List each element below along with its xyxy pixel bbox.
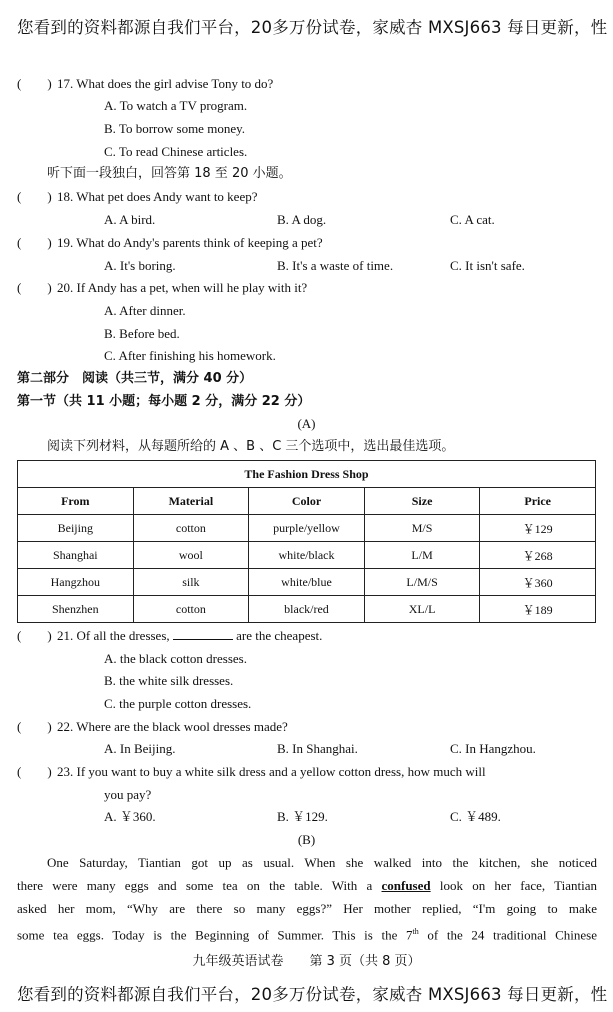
answer-parenthesis: ( ) xyxy=(17,764,52,779)
table-cell: white/blue xyxy=(249,569,365,596)
table-row xyxy=(18,596,596,623)
question-text: What does the girl advise Tony to do? xyxy=(76,76,274,91)
table-cell: cotton xyxy=(133,515,249,542)
question-text: Where are the black wool dresses made? xyxy=(76,719,288,734)
table-caption: The Fashion Dress Shop xyxy=(18,461,596,488)
table-cell: cotton xyxy=(133,596,249,623)
option-a: A. ￥360. xyxy=(104,809,156,824)
question-19 xyxy=(57,235,323,251)
option-a: A. It's boring. xyxy=(104,258,176,273)
option-b: B. the white silk dresses. xyxy=(104,673,234,688)
answer-blank xyxy=(173,628,233,640)
option-b: B. To borrow some money. xyxy=(104,121,245,136)
question-number: 20. xyxy=(57,280,74,295)
table-cell: white/black xyxy=(249,542,365,569)
question-23 xyxy=(57,764,486,780)
passage-text: some tea eggs. Today is the Beginning of Summer. This is the 7 xyxy=(17,927,413,943)
option-b: B. It's a waste of time. xyxy=(277,258,394,273)
column-header: From xyxy=(18,488,134,515)
table-cell: purple/yellow xyxy=(249,515,365,542)
question-20 xyxy=(57,280,307,296)
table-cell: L/M xyxy=(364,542,480,569)
table-cell: Shanghai xyxy=(18,542,134,569)
part-heading: 第二部分 阅读（共三节，满分 40 分） xyxy=(17,371,253,386)
answer-parenthesis: ( ) xyxy=(17,628,52,643)
table-cell: XL/L xyxy=(364,596,480,623)
table-cell: M/S xyxy=(364,515,480,542)
table-header-row xyxy=(18,488,596,515)
question-text: What do Andy's parents think of keeping a pet? xyxy=(76,235,323,250)
answer-parenthesis: ( ) xyxy=(17,76,52,91)
answer-parenthesis: ( ) xyxy=(17,719,52,734)
passage-line xyxy=(17,924,597,943)
passage-text: of the 24 traditional Chinese xyxy=(418,927,597,943)
question-text: If Andy has a pet, when will he play with it? xyxy=(76,280,308,295)
table-row xyxy=(18,515,596,542)
option-b: B. ￥129. xyxy=(277,809,328,824)
column-header: Size xyxy=(364,488,480,515)
option-c: C. A cat. xyxy=(450,212,495,227)
question-text: are the cheapest. xyxy=(232,628,323,643)
table-cell: wool xyxy=(133,542,249,569)
question-number: 22. xyxy=(57,719,74,734)
option-c: C. It isn't safe. xyxy=(450,258,525,273)
watermark-banner-top: 您看到的资料都源自我们平台，20多万份试卷，家威杏 MXSJ663 每日更新，性 xyxy=(17,18,608,37)
option-c: C. After finishing his homework. xyxy=(104,348,276,363)
vocabulary-word: confused xyxy=(381,878,431,893)
question-number: 17. xyxy=(57,76,74,91)
question-21 xyxy=(57,628,322,644)
table-cell: ￥129 xyxy=(480,515,596,542)
table-cell: Shenzhen xyxy=(18,596,134,623)
question-17 xyxy=(57,76,273,92)
option-b: B. A dog. xyxy=(277,212,327,227)
question-text: If you want to buy a white silk dress and a yellow cotton dress, how much will xyxy=(76,764,486,779)
question-18 xyxy=(57,189,258,205)
passage-line xyxy=(17,878,597,894)
column-header: Material xyxy=(133,488,249,515)
table-row xyxy=(18,542,596,569)
question-22 xyxy=(57,719,288,735)
passage-line: asked her mom, “Why are there so many eggs?” Her mother replied, “I'm going to make xyxy=(17,901,597,916)
table-cell: ￥360 xyxy=(480,569,596,596)
option-c: C. the purple cotton dresses. xyxy=(104,696,252,711)
option-a: A. In Beijing. xyxy=(104,741,176,756)
answer-parenthesis: ( ) xyxy=(17,189,52,204)
passage-text: look on her face, Tiantian xyxy=(439,878,598,893)
question-number: 19. xyxy=(57,235,74,250)
passage-line: One Saturday, Tiantian got up as usual. When she walked into the kitchen, she noticed xyxy=(47,855,597,870)
table-cell: silk xyxy=(133,569,249,596)
option-a: A. To watch a TV program. xyxy=(104,98,248,113)
option-b: B. Before bed. xyxy=(104,326,180,341)
passage-label-b: (B) xyxy=(297,832,316,847)
column-header: Price xyxy=(480,488,596,515)
option-b: B. In Shanghai. xyxy=(277,741,358,756)
table-cell: Hangzhou xyxy=(18,569,134,596)
option-a: A. the black cotton dresses. xyxy=(104,651,247,666)
page-footer: 九年级英语试卷 第 3 页（共 8 页） xyxy=(192,954,421,969)
table-cell: Beijing xyxy=(18,515,134,542)
watermark-banner-bottom: 您看到的资料都源自我们平台，20多万份试卷，家威杏 MXSJ663 每日更新，性 xyxy=(17,985,608,1004)
option-a: A. A bird. xyxy=(104,212,156,227)
monologue-instruction: 听下面一段独白，回答第 18 至 20 小题。 xyxy=(47,166,292,181)
passage-label-a: (A) xyxy=(297,416,316,431)
answer-parenthesis: ( ) xyxy=(17,235,52,250)
question-number: 18. xyxy=(57,189,74,204)
section-heading: 第一节（共 11 小题；每小题 2 分，满分 22 分） xyxy=(17,394,311,409)
answer-parenthesis: ( ) xyxy=(17,280,52,295)
dress-shop-table xyxy=(17,460,596,623)
question-text: What pet does Andy want to keep? xyxy=(76,189,258,204)
table-cell: ￥268 xyxy=(480,542,596,569)
passage-text: there were many eggs and some tea on the table. With a xyxy=(17,878,373,893)
option-a: A. After dinner. xyxy=(104,303,186,318)
table-caption-row xyxy=(18,461,596,488)
question-text-continued: you pay? xyxy=(104,787,152,802)
option-c: C. In Hangzhou. xyxy=(450,741,536,756)
ordinal-suffix: th xyxy=(412,927,419,936)
option-c: C. To read Chinese articles. xyxy=(104,144,248,159)
table-cell: ￥189 xyxy=(480,596,596,623)
question-text: Of all the dresses, xyxy=(76,628,173,643)
question-number: 21. xyxy=(57,628,74,643)
column-header: Color xyxy=(249,488,365,515)
question-number: 23. xyxy=(57,764,74,779)
table-cell: black/red xyxy=(249,596,365,623)
table-cell: L/M/S xyxy=(364,569,480,596)
option-c: C. ￥489. xyxy=(450,809,501,824)
table-row xyxy=(18,569,596,596)
reading-instruction: 阅读下列材料，从每题所给的 A 、B 、C 三个选项中，选出最佳选项。 xyxy=(47,439,455,454)
